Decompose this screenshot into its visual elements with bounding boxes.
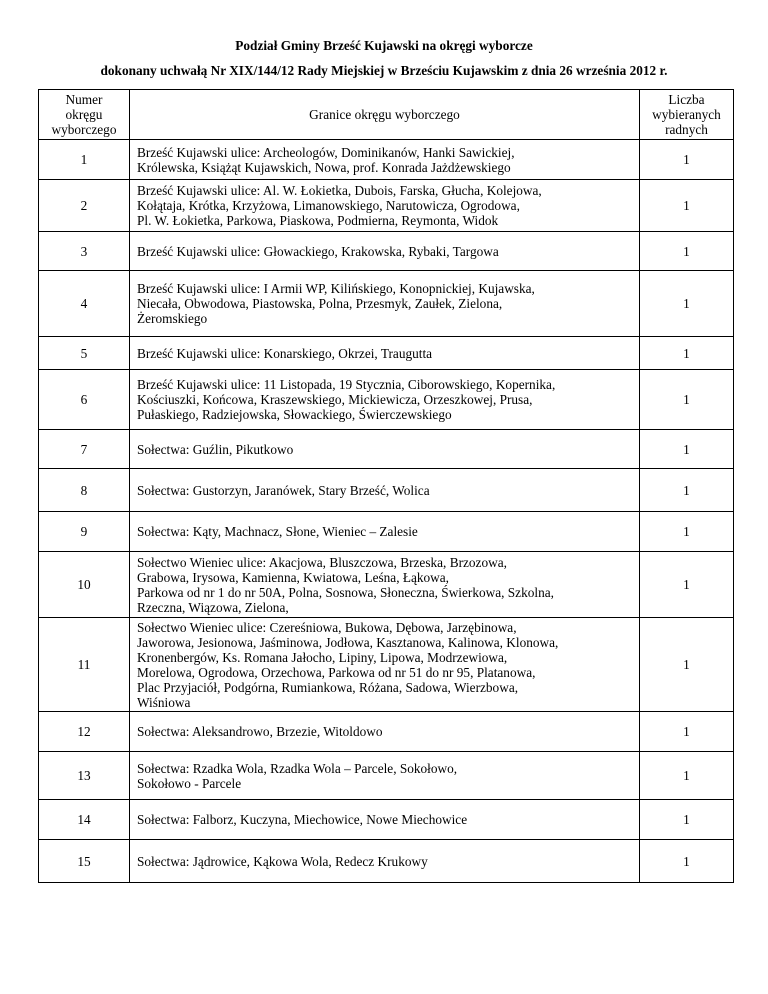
district-borders-line: Królewska, Książąt Kujawskich, Nowa, prof. Konrada Jażdżewskiego [137,159,511,175]
table-row [39,430,734,469]
district-borders-line: Brześć Kujawski ulice: Konarskiego, Okrzei, Traugutta [137,345,433,361]
district-borders-line: Sołectwo Wieniec ulice: Czereśniowa, Bukowa, Dębowa, Jarzębinowa, [137,619,517,635]
district-borders-line: Sołectwa: Kąty, Machnacz, Słone, Wieniec – Zalesie [137,524,418,539]
district-borders-line: Sołectwa: Gustorzyn, Jaranówek, Stary Brześć, Wolica [137,482,430,498]
header-borders: Granice okręgu wyborczego [130,90,640,140]
table-row [39,800,734,840]
district-borders [130,840,640,883]
district-borders-line: Parkowa od nr 1 do nr 50A, Polna, Sosnowa, Słoneczna, Świerkowa, Szkolna, [137,584,554,600]
district-number: 6 [39,370,130,430]
district-borders-line: Sołectwa: Falborz, Kuczyna, Miechowice, Nowe Miechowice [137,812,468,827]
district-borders-line: Plac Przyjaciół, Podgórna, Rumiankowa, Różana, Sadowa, Wierzbowa, [137,679,519,695]
header-count-line: radnych [665,122,708,137]
district-number: 2 [39,180,130,232]
district-borders-line: Żeromskiego [137,311,208,326]
district-borders-line: Brześć Kujawski ulice: I Armii WP, Kilińskiego, Konopnickiej, Kujawska, [137,281,535,296]
district-borders [130,712,640,752]
table-row [39,618,734,712]
table-row [39,712,734,752]
district-number: 7 [39,430,130,469]
district-borders-line: Pl. W. Łokietka, Parkowa, Piaskowa, Podmierna, Reymonta, Widok [137,213,499,228]
header-number-line: okręgu [65,107,103,122]
district-borders [130,512,640,552]
councillors-count: 1 [640,712,734,752]
district-borders [130,469,640,512]
councillors-count: 1 [640,232,734,271]
district-number: 11 [39,618,130,712]
header-count-line: wybieranych [652,107,721,122]
district-borders [130,552,640,618]
district-borders-line: Grabowa, Irysowa, Kamienna, Kwiatowa, Leśna, Łąkowa, [137,569,449,585]
table-row [39,271,734,337]
councillors-count: 1 [640,469,734,512]
district-borders [130,140,640,180]
district-number: 4 [39,271,130,337]
document-subtitle: dokonany uchwałą Nr XIX/144/12 Rady Miejskiej w Brześciu Kujawskim z dnia 26 września 2012 r. [100,63,668,78]
header-count [640,90,734,140]
table-row [39,552,734,618]
table-row [39,469,734,512]
district-borders [130,752,640,800]
councillors-count: 1 [640,512,734,552]
district-borders [130,800,640,840]
district-number: 1 [39,140,130,180]
councillors-count: 1 [640,140,734,180]
district-borders-line: Kołątaja, Krótka, Krzyżowa, Limanowskiego, Narutowicza, Ogrodowa, [137,198,520,213]
district-borders-line: Rzeczna, Wiązowa, Zielona, [137,599,289,615]
district-number: 15 [39,840,130,883]
district-borders [130,370,640,430]
district-number: 8 [39,469,130,512]
councillors-count: 1 [640,180,734,232]
districts-table [38,89,734,883]
table-header-row [39,90,734,140]
district-borders [130,430,640,469]
table-row [39,232,734,271]
district-borders-line: Brześć Kujawski ulice: Archeologów, Dominikanów, Hanki Sawickiej, [137,144,515,160]
district-number: 14 [39,800,130,840]
councillors-count: 1 [640,337,734,370]
district-number: 13 [39,752,130,800]
district-borders [130,271,640,337]
district-borders-line: Pułaskiego, Radziejowska, Słowackiego, Świerczewskiego [137,407,452,422]
district-number: 5 [39,337,130,370]
district-borders [130,337,640,370]
table-row [39,180,734,232]
councillors-count: 1 [640,552,734,618]
district-borders-line: Sołectwo Wieniec ulice: Akacjowa, Bluszczowa, Brzeska, Brzozowa, [137,554,507,570]
table-row [39,140,734,180]
header-count-line: Liczba [668,92,705,107]
header-number-line: wyborczego [51,122,117,137]
district-borders-line: Sołectwa: Guźlin, Pikutkowo [137,441,294,457]
district-borders-line: Brześć Kujawski ulice: 11 Listopada, 19 Stycznia, Ciborowskiego, Kopernika, [137,377,556,392]
councillors-count: 1 [640,752,734,800]
district-borders [130,232,640,271]
councillors-count: 1 [640,800,734,840]
district-borders-line: Brześć Kujawski ulice: Al. W. Łokietka, Dubois, Farska, Głucha, Kolejowa, [137,183,542,198]
table-row [39,840,734,883]
district-borders-line: Niecała, Obwodowa, Piastowska, Polna, Przesmyk, Zaułek, Zielona, [137,296,503,311]
district-borders-line: Wiśniowa [137,694,191,710]
district-borders [130,180,640,232]
table-row [39,752,734,800]
table-row [39,337,734,370]
district-borders-line: Sołectwa: Rzadka Wola, Rzadka Wola – Parcele, Sokołowo, [137,760,458,776]
councillors-count: 1 [640,430,734,469]
header-number [39,90,130,140]
district-borders-line: Sołectwa: Aleksandrowo, Brzezie, Witoldowo [137,724,383,739]
district-borders-line: Sokołowo - Parcele [137,775,242,791]
table-row [39,512,734,552]
district-borders-line: Sołectwa: Jądrowice, Kąkowa Wola, Redecz Krukowy [137,853,428,869]
councillors-count: 1 [640,271,734,337]
councillors-count: 1 [640,618,734,712]
district-number: 9 [39,512,130,552]
district-borders-line: Morelowa, Ogrodowa, Orzechowa, Parkowa od nr 51 do nr 95, Platanowa, [137,664,536,680]
district-number: 12 [39,712,130,752]
district-borders-line: Jaworowa, Jesionowa, Jaśminowa, Jodłowa, Kasztanowa, Kalinowa, Klonowa, [137,634,559,650]
councillors-count: 1 [640,840,734,883]
district-borders [130,618,640,712]
district-number: 10 [39,552,130,618]
header-number-line: Numer [65,92,103,107]
councillors-count: 1 [640,370,734,430]
district-borders-line: Brześć Kujawski ulice: Głowackiego, Krakowska, Rybaki, Targowa [137,243,499,259]
district-borders-line: Kronenbergów, Ks. Romana Jałocho, Lipiny, Lipowa, Modrzewiowa, [137,649,508,665]
document-title: Podział Gminy Brześć Kujawski na okręgi wyborcze [235,38,533,53]
district-borders-line: Kościuszki, Końcowa, Kraszewskiego, Mickiewicza, Orzeszkowej, Prusa, [137,392,533,407]
district-number: 3 [39,232,130,271]
table-row [39,370,734,430]
